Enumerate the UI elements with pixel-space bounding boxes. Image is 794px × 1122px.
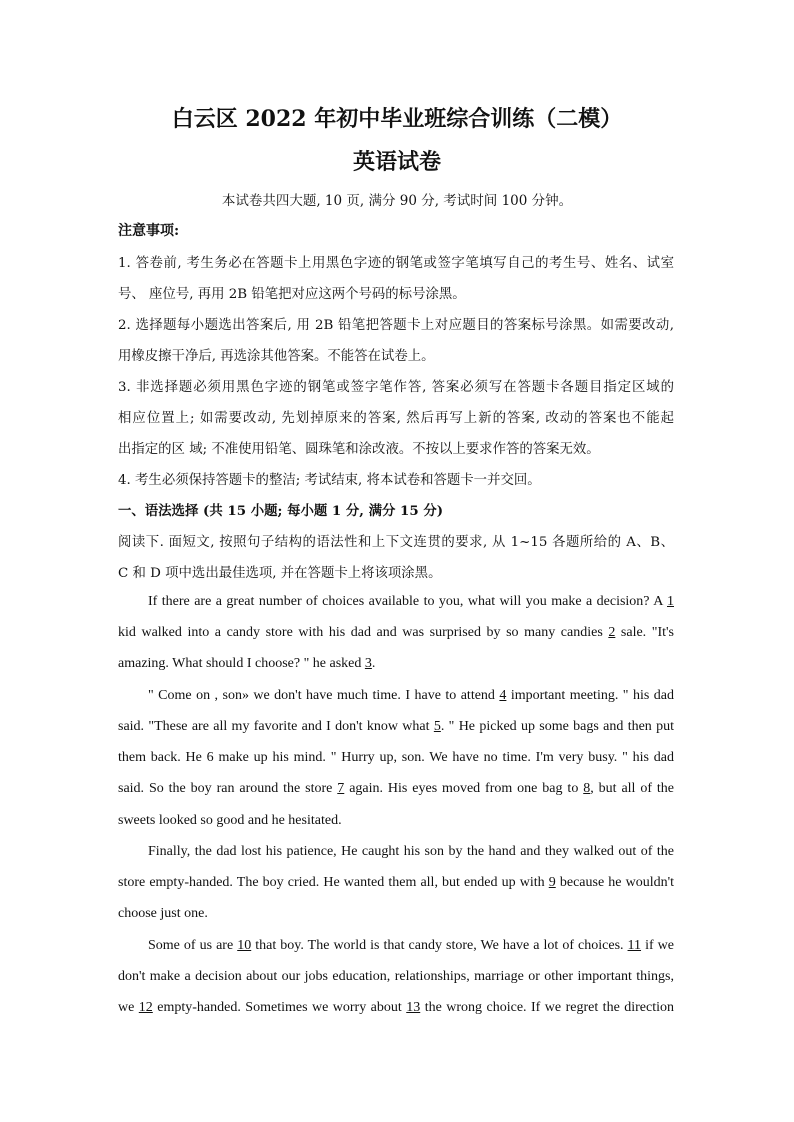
blank-3: 3 (364, 656, 372, 671)
blank-12: 12 (138, 1000, 153, 1015)
notice-heading: 注意事项: (118, 223, 180, 239)
passage-line: choose just one. (118, 906, 208, 921)
exam-subtitle: 英语试卷 (352, 149, 441, 175)
blank-5: 5 (433, 719, 441, 734)
passage-line: Finally, the dad lost his patience, He caught his son by the hand and they walked out of the (148, 844, 674, 859)
blank-10: 10 (237, 938, 252, 953)
section-heading: 一、语法选择 (共 15 小题; 每小题 1 分, 满分 15 分) (118, 503, 444, 519)
blank-4: 4 (499, 688, 507, 703)
notice-line: 用橡皮擦干净后, 再选涂其他答案。不能答在试卷上。 (118, 349, 435, 364)
passage-line: " Come on , son» we don't have much time. I have to attend 4 important meeting. " his dad (148, 688, 674, 703)
blank-11: 11 (627, 938, 642, 953)
passage-line: store empty-handed. The boy cried. He wanted them all, but ended up with 9 because he wouldn't (118, 875, 675, 890)
notice-line: 1. 答卷前, 考生务必在答题卡上用黑色字迹的钢笔或签字笔填写自己的考生号、姓名、试室 (118, 256, 674, 271)
instruction-line: C 和 D 项中选出最佳选项, 并在答题卡上将该项涂黑。 (118, 566, 442, 581)
notice-line: 号、 座位号, 再用 2B 铅笔把对应这两个号码的标号涂黑。 (118, 287, 466, 302)
notice-line: 相应位置上; 如需要改动, 先划掉原来的答案, 然后再写上新的答案, 改动的答案也不能起 (118, 411, 674, 426)
passage-line: sweets looked so good and he hesitated. (118, 813, 342, 828)
notice-line: 3. 非选择题必须用黑色字迹的钢笔或签字笔作答, 答案必须写在答题卡各题目指定区域的 (118, 380, 674, 395)
blank-1: 1 (667, 594, 674, 609)
passage-line: Some of us are 10 that boy. The world is that candy store, We have a lot of choices. 11 if we (148, 938, 674, 953)
notice-line: 出指定的区 域; 不准使用铅笔、圆珠笔和涂改液。不按以上要求作答的答案无效。 (118, 442, 600, 457)
passage-line: said. So the boy ran around the store 7 again. His eyes moved from one bag to 8, but all of the (118, 781, 675, 796)
instruction-line: 阅读下. 面短文, 按照句子结构的语法性和上下文连贯的要求, 从 1~15 各题所给的 A、B、 (118, 535, 674, 550)
passage-line: don't make a decision about our jobs education, relationships, marriage or other important things, (118, 969, 674, 984)
blank-2: 2 (608, 625, 616, 640)
passage-line: amazing. What should I choose? " he asked 3. (118, 656, 376, 671)
notice-line: 2. 选择题每小题选出答案后, 用 2B 铅笔把答题卡上对应题目的答案标号涂黑。如需要改动, (118, 318, 674, 333)
exam-intro: 本试卷共四大题, 10 页, 满分 90 分, 考试时间 100 分钟。 (221, 193, 573, 209)
blank-7: 7 (337, 781, 345, 796)
passage-line: them back. He 6 make up his mind. " Hurry up, son. We have no time. I'm very busy. " his dad (118, 750, 674, 765)
passage-line: we 12 empty-handed. Sometimes we worry about 13 the wrong choice. If we regret the direction (118, 1000, 675, 1015)
passage-line: said. "These are all my favorite and I don't know what 5. " He picked up some bags and then put (118, 719, 675, 734)
blank-13: 13 (406, 1000, 421, 1015)
blank-9: 9 (548, 875, 556, 890)
blank-8: 8 (583, 781, 591, 796)
notice-line: 4. 考生必须保持答题卡的整洁; 考试结束, 将本试卷和答题卡一并交回。 (118, 473, 541, 488)
passage-line: If there are a great number of choices available to you, what will you make a decision? A 1 (148, 594, 674, 609)
passage-line: kid walked into a candy store with his dad and was surprised by so many candies 2 sale. "It's (118, 625, 674, 640)
exam-title: 白云区 2022 年初中毕业班综合训练（二模） (171, 106, 623, 132)
